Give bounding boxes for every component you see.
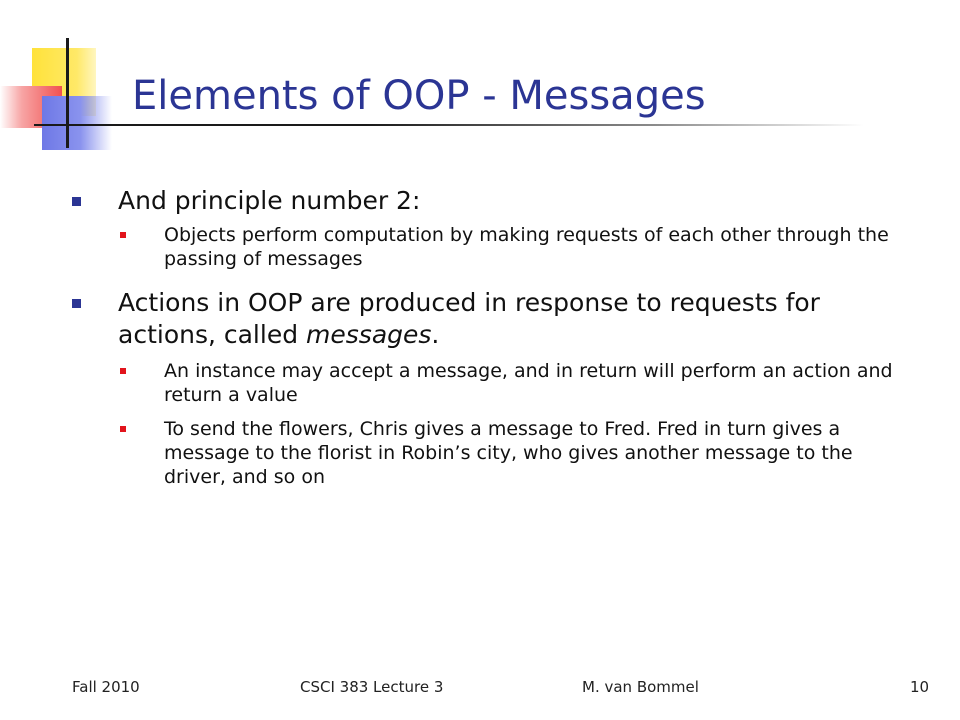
footer-page-number: 10 xyxy=(910,678,930,696)
title-underline xyxy=(34,124,864,126)
sub-bullet-item-2 xyxy=(72,359,912,407)
slide-title: Elements of OOP - Messages xyxy=(132,73,706,119)
bullet-text-lead: Actions in OOP are produced in response to requests for actions, called xyxy=(118,288,820,349)
sub-bullet-text: Objects perform computation by making requests of each other through the passing of messages xyxy=(164,224,889,270)
sub-bullet-text: To send the flowers, Chris gives a message to Fred. Fred in turn gives a message to the florist in Robin’s city, who gives another message to the driver, and so on xyxy=(164,418,853,488)
sub-bullet-text: An instance may accept a message, and in return will perform an action and return a value xyxy=(164,360,893,406)
footer-term: Fall 2010 xyxy=(72,678,140,696)
slide-content xyxy=(72,185,912,489)
bullet-text-emphasis: messages xyxy=(306,320,432,349)
sub-bullet-item-1 xyxy=(72,223,912,271)
bullet-text: And principle number 2: xyxy=(118,186,421,215)
square-bullet-icon xyxy=(72,299,81,308)
footer-course: CSCI 383 Lecture 3 xyxy=(300,678,444,696)
square-bullet-icon xyxy=(120,368,126,374)
square-bullet-icon xyxy=(72,197,81,206)
square-bullet-icon xyxy=(120,426,126,432)
sub-bullet-item-3 xyxy=(72,417,912,489)
bullet-item-2 xyxy=(72,287,912,351)
bullet-item-1 xyxy=(72,185,912,217)
logo-vertical-line xyxy=(66,38,69,148)
bullet-text-tail: . xyxy=(431,320,440,349)
footer-author: M. van Bommel xyxy=(582,678,699,696)
logo-blue-square xyxy=(42,96,112,150)
square-bullet-icon xyxy=(120,232,126,238)
